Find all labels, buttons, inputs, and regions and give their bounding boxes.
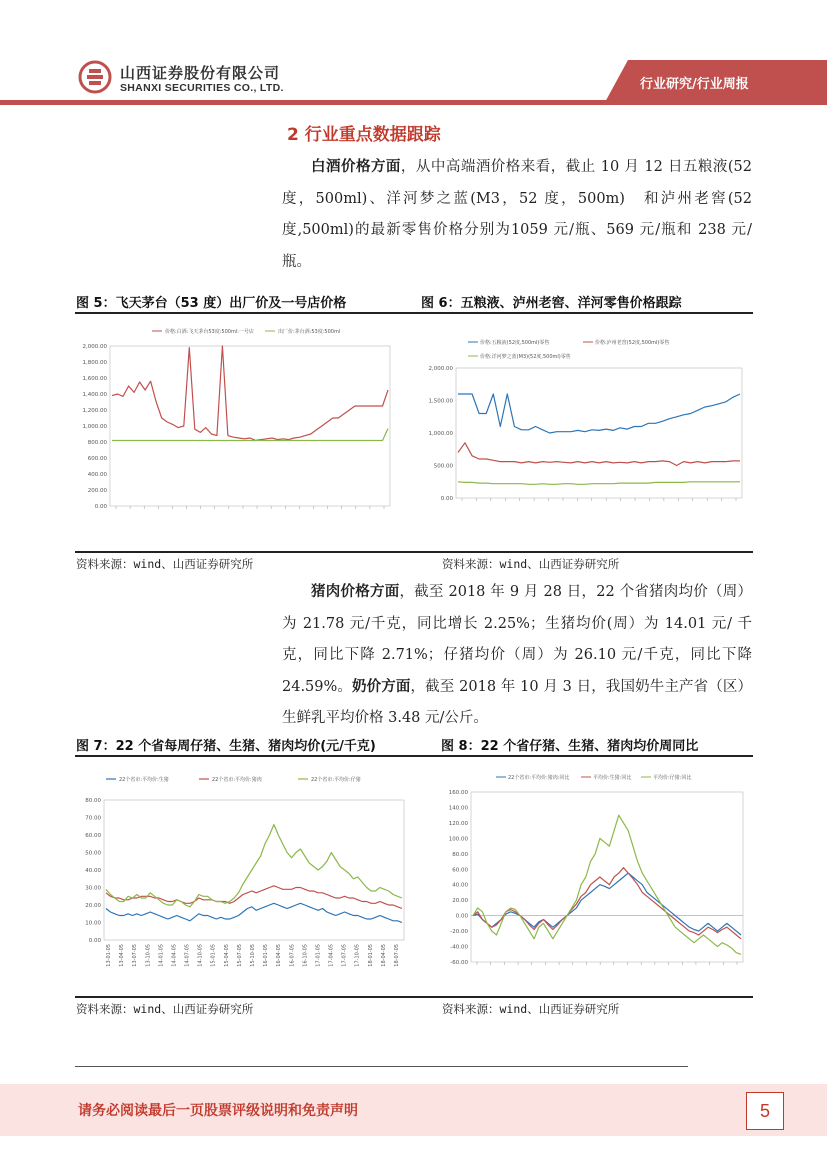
- page-number: 5: [746, 1092, 784, 1130]
- legend-label-2: 22个省市:平均价:猪肉: [212, 777, 262, 783]
- legend-label-1: 价格:五粮液(52度,500ml)零售: [480, 340, 550, 346]
- y-tick-label: 1,600.00: [82, 376, 107, 382]
- source-note-fig5: 资料来源：wind、山西证券研究所: [76, 557, 254, 571]
- x-tick-label: 15-04-05: [223, 944, 230, 967]
- legend-label-1: 22个省市:平均价:猪肉:同比: [508, 775, 570, 781]
- y-tick-label: 1,800.00: [82, 360, 107, 366]
- series-line-2: [106, 886, 402, 909]
- x-tick-label: 17-04-05: [328, 944, 335, 967]
- x-tick-label: 17-01-05: [315, 944, 322, 967]
- y-tick-label: 40.00: [452, 882, 468, 889]
- paragraph-liquor-prices: [282, 152, 752, 278]
- y-tick-label: 500.00: [433, 463, 453, 470]
- section-title: 2 行业重点数据跟踪: [287, 125, 441, 145]
- x-tick-label: 16-10-05: [302, 944, 309, 967]
- footer-disclaimer: 请务必阅读最后一页股票评级说明和免责声明: [78, 1103, 358, 1119]
- x-tick-label: 18-07-05: [394, 944, 400, 967]
- chart-legend: [152, 328, 340, 335]
- figure-bottom-rule-2: [75, 996, 753, 998]
- x-tick-label: 13-10-05: [145, 944, 152, 967]
- x-tick-label: 16-01-05: [263, 944, 270, 967]
- y-tick-label: 1,500.00: [428, 398, 453, 405]
- y-tick-label: 2,000.00: [428, 366, 453, 372]
- paragraph-lead: 猪肉价格方面: [311, 584, 400, 600]
- series-line-2: [473, 868, 741, 939]
- y-tick-label: 40.00: [85, 868, 101, 874]
- x-tick-label: 15-01-05: [210, 944, 217, 967]
- company-logo-icon: [78, 60, 112, 94]
- x-tick-label: 16-04-05: [276, 944, 283, 967]
- y-tick-label: 0.00: [88, 938, 101, 944]
- x-tick-label: 15-10-05: [250, 944, 256, 967]
- legend-label-2: 价格:泸州老窖(52度,500ml)零售: [595, 340, 670, 346]
- legend-label-2: 平均价:生猪:同比: [593, 775, 632, 781]
- y-tick-label: 20.00: [85, 903, 101, 909]
- y-tick-label: 1,200.00: [82, 408, 107, 414]
- paragraph-text-milk: ，截至 2018 年 10 月 3 日，我国奶牛主产省（区）生鲜乳平均价格 3.48 元/公斤。: [282, 678, 753, 726]
- y-tick-label: 1,000.00: [428, 431, 453, 437]
- x-tick-label: 18-01-05: [367, 944, 374, 967]
- y-tick-label: 400.00: [87, 472, 107, 478]
- paragraph-text: ，截至 2018 年 9 月 28 日，22 个省猪肉均价（周）为 21.78 元/千克，同比增长 2.25%；生猪均价(周）为 14.01 元/ 千克，同比下降 2.71%；仔猪均价（周）为 26.10 元/千克，同比下降 24.59%。: [282, 584, 752, 695]
- figure-7-chart: [76, 762, 416, 994]
- plot-frame: [104, 800, 404, 940]
- legend-label-3: 平均价:仔猪:同比: [653, 775, 692, 781]
- paragraph-text: ，从中高端酒价格来看，截止 10 月 12 日五粮液(52 度，500ml)、洋河梦之蓝(M3，52 度，500m) 和泸州老窖(52 度,500ml)的最新零售价格分别为1059 元/瓶、569 元/瓶和 238 元/瓶。: [282, 159, 752, 270]
- y-tick-label: 1,000.00: [82, 424, 107, 430]
- x-tick-label: 16-07-05: [289, 944, 296, 967]
- legend-label-1: 价格:白酒:飞天茅台53度:500ml:一号店: [165, 329, 254, 335]
- footer-divider: [75, 1066, 688, 1067]
- x-tick-label: 17-07-05: [341, 944, 348, 967]
- figure-7-title: 图 7：22 个省每周仔猪、生猪、猪肉均价(元/千克): [76, 739, 376, 754]
- x-tick-label: 13-04-05: [119, 944, 126, 967]
- y-tick-label: 60.00: [85, 833, 101, 839]
- figure-6-title: 图 6：五粮液、泸州老窖、洋河零售价格跟踪: [421, 296, 682, 311]
- y-tick-label: 160.00: [448, 790, 468, 796]
- chart-legend: [106, 776, 361, 783]
- company-name-en: SHANXI SECURITIES CO., LTD.: [120, 82, 284, 94]
- x-tick-label: 13-07-05: [132, 944, 139, 967]
- paragraph-lead-milk: 奶价方面: [352, 678, 411, 695]
- series-line-2: [458, 443, 740, 466]
- y-tick-label: 30.00: [85, 885, 101, 892]
- chart-legend: [496, 774, 691, 781]
- y-tick-label: 80.00: [452, 851, 468, 858]
- series-line-2: [112, 429, 388, 441]
- figure-8-chart: [441, 762, 753, 994]
- figure-bottom-rule: [75, 551, 753, 553]
- paragraph-pork-prices: [282, 577, 752, 735]
- x-tick-label: 14-10-05: [197, 944, 204, 967]
- y-tick-label: -20.00: [450, 929, 468, 936]
- source-note-fig8: 资料来源：wind、山西证券研究所: [442, 1002, 620, 1016]
- figure-top-rule-2: [75, 755, 753, 757]
- plot-frame: [110, 346, 390, 506]
- figure-8-title: 图 8：22 个省仔猪、生猪、猪肉均价周同比: [441, 739, 699, 754]
- report-category: 行业研究/行业周报: [640, 77, 749, 92]
- legend-label-2: 出厂价:茅台酒:53度:500ml: [278, 329, 341, 335]
- y-tick-label: 50.00: [85, 850, 101, 857]
- y-tick-label: 120.00: [448, 820, 468, 827]
- paragraph-lead: 白酒价格方面: [311, 159, 401, 175]
- y-tick-label: 60.00: [452, 867, 468, 874]
- y-tick-label: 70.00: [85, 815, 101, 822]
- series-line-1: [458, 394, 740, 433]
- y-tick-label: 80.00: [85, 798, 101, 804]
- y-tick-label: 200.00: [87, 488, 107, 494]
- company-name-cn: 山西证券股份有限公司: [120, 64, 281, 82]
- series-line-3: [458, 482, 740, 485]
- source-note-fig6: 资料来源：wind、山西证券研究所: [442, 557, 620, 571]
- y-tick-label: 20.00: [452, 898, 468, 905]
- y-tick-label: 600.00: [87, 456, 107, 462]
- y-tick-label: 2,000.00: [82, 344, 107, 350]
- series-line-3: [106, 825, 402, 907]
- series-line-1: [112, 346, 388, 440]
- y-tick-label: -40.00: [450, 944, 468, 951]
- y-tick-label: 0.00: [440, 496, 453, 502]
- x-tick-label: 17-10-05: [354, 944, 361, 967]
- figure-5-chart: [80, 318, 400, 550]
- y-tick-label: 0.00: [94, 504, 107, 510]
- x-tick-label: 14-04-05: [171, 944, 178, 967]
- y-tick-label: 800.00: [87, 440, 107, 446]
- x-tick-label: 15-07-05: [236, 944, 243, 967]
- y-tick-label: -60.00: [450, 960, 468, 966]
- y-tick-label: 100.00: [448, 836, 468, 843]
- figure-6-chart: [418, 318, 752, 550]
- legend-label-1: 22个省市:平均价:生猪: [119, 777, 169, 783]
- plot-frame: [456, 368, 742, 498]
- figure-5-title: 图 5：飞天茅台（53 度）出厂价及一号店价格: [76, 296, 347, 311]
- x-tick-label: 13-01-05: [106, 944, 112, 967]
- x-tick-label: 14-07-05: [184, 944, 191, 967]
- y-tick-label: 0.00: [455, 913, 468, 920]
- y-tick-label: 1,400.00: [82, 392, 107, 398]
- source-note-fig7: 资料来源：wind、山西证券研究所: [76, 1002, 254, 1016]
- legend-label-3: 22个省市:平均价:仔猪: [311, 777, 361, 783]
- y-tick-label: 10.00: [85, 920, 101, 927]
- legend-label-3: 价格:洋河梦之蓝(M3)(52度,500ml)零售: [480, 354, 571, 360]
- y-tick-label: 140.00: [448, 805, 468, 812]
- x-tick-label: 14-01-05: [158, 944, 165, 967]
- figure-top-rule: [75, 312, 753, 314]
- x-tick-label: 18-04-05: [380, 944, 387, 967]
- header-band: [0, 100, 827, 105]
- chart-legend: [468, 339, 669, 360]
- series-line-1: [106, 903, 402, 922]
